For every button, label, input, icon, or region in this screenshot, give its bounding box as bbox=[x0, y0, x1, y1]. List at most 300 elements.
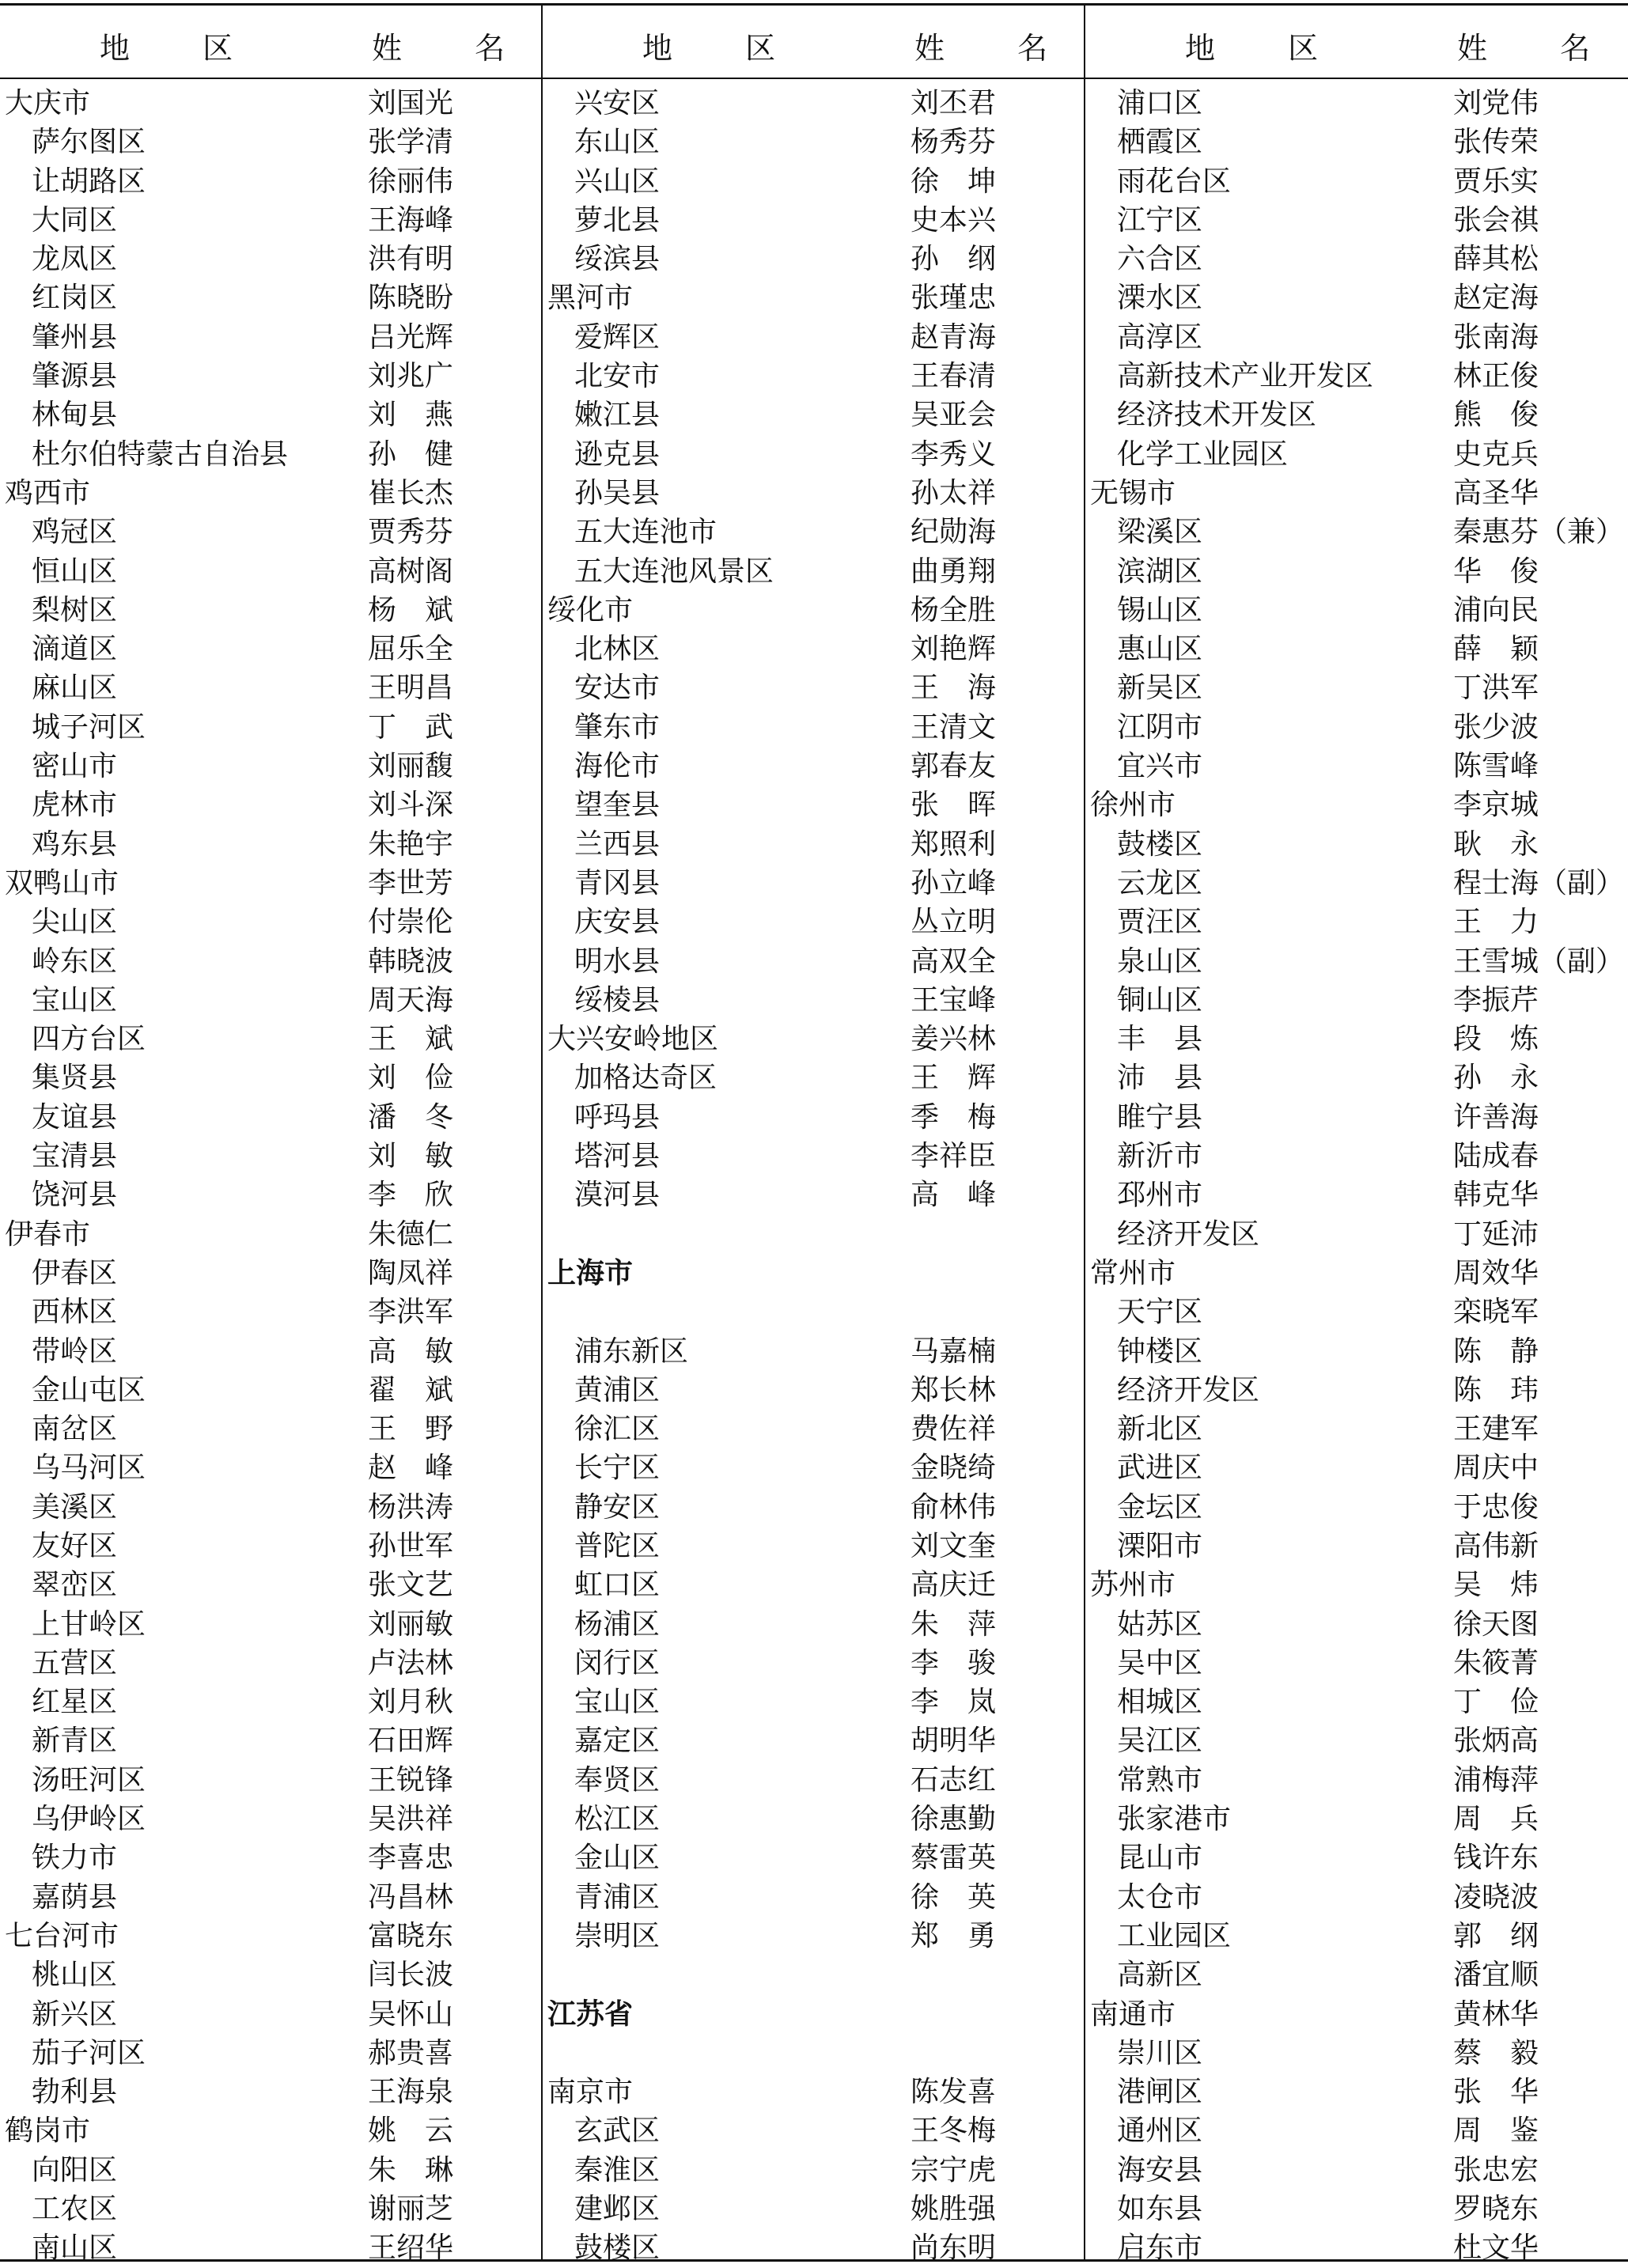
name-cell: 高 敏 bbox=[368, 1335, 454, 1368]
region-cell: 海伦市 bbox=[574, 750, 661, 783]
name-cell: 李喜忠 bbox=[368, 1842, 454, 1875]
region-cell: 如东县 bbox=[1117, 2193, 1203, 2226]
name-cell: 秦惠芬（兼） bbox=[1453, 516, 1625, 549]
district-row bbox=[543, 1644, 1084, 1683]
region-cell: 北林区 bbox=[574, 633, 661, 666]
name-cell: 俞林伟 bbox=[911, 1490, 997, 1524]
city-row bbox=[0, 84, 541, 123]
district-row bbox=[0, 1293, 541, 1331]
name-cell: 张南海 bbox=[1453, 320, 1539, 354]
name-cell: 高伟新 bbox=[1453, 1529, 1539, 1562]
spacer-row bbox=[543, 2034, 1084, 2073]
name-cell: 朱艳宇 bbox=[368, 827, 454, 861]
district-row bbox=[1085, 630, 1626, 668]
name-cell: 段 炼 bbox=[1453, 1023, 1539, 1056]
spacer-row bbox=[543, 1293, 1084, 1331]
district-row bbox=[543, 825, 1084, 864]
district-row bbox=[543, 1527, 1084, 1566]
name-cell: 丁延沛 bbox=[1453, 1217, 1539, 1251]
name-cell: 程士海（副） bbox=[1453, 866, 1625, 899]
name-cell: 徐 坤 bbox=[911, 165, 997, 198]
region-cell: 孙吴县 bbox=[574, 476, 661, 509]
region-cell: 大庆市 bbox=[5, 87, 91, 119]
district-row bbox=[1085, 552, 1626, 591]
district-row bbox=[1085, 1527, 1626, 1566]
region-cell: 金山区 bbox=[574, 1842, 661, 1875]
name-cell: 杜文华 bbox=[1453, 2232, 1539, 2265]
region-cell: 六合区 bbox=[1117, 243, 1203, 276]
district-row bbox=[1085, 1838, 1626, 1877]
province-heading bbox=[543, 1254, 1084, 1293]
region-cell: 恒山区 bbox=[32, 555, 118, 588]
region-cell: 江阴市 bbox=[1117, 710, 1203, 744]
region-cell: 港闸区 bbox=[1117, 2076, 1203, 2109]
region-cell: 化学工业园区 bbox=[1117, 437, 1289, 471]
region-cell: 岭东区 bbox=[32, 945, 118, 978]
name-cell: 凌晓波 bbox=[1453, 1880, 1539, 1914]
city-row bbox=[543, 278, 1084, 317]
district-row bbox=[0, 1254, 541, 1293]
region-cell: 工农区 bbox=[32, 2193, 118, 2226]
region-cell: 邳州市 bbox=[1117, 1179, 1203, 1212]
region-cell: 美溪区 bbox=[32, 1490, 118, 1524]
region-cell: 鸡冠区 bbox=[32, 516, 118, 549]
region-cell: 秦淮区 bbox=[574, 2153, 661, 2187]
region-cell: 玄武区 bbox=[574, 2115, 661, 2148]
region-cell: 金山屯区 bbox=[32, 1373, 146, 1407]
city-row bbox=[543, 591, 1084, 630]
region-cell: 爱辉区 bbox=[574, 320, 661, 354]
name-cell: 蔡雷英 bbox=[911, 1842, 997, 1875]
region-cell: 七台河市 bbox=[5, 1919, 119, 1952]
name-cell: 赵青海 bbox=[911, 320, 997, 354]
city-row bbox=[1085, 474, 1626, 513]
name-cell: 闫长波 bbox=[368, 1959, 454, 1992]
district-row bbox=[1085, 201, 1626, 240]
region-cell: 栖霞区 bbox=[1117, 126, 1203, 159]
region-cell: 南山区 bbox=[32, 2232, 118, 2265]
name-cell: 赵定海 bbox=[1453, 282, 1539, 315]
district-row bbox=[0, 825, 541, 864]
region-cell: 铜山区 bbox=[1117, 983, 1203, 1017]
column-header bbox=[0, 5, 541, 78]
name-cell: 杨全胜 bbox=[911, 593, 997, 627]
district-row bbox=[1085, 1410, 1626, 1448]
district-row bbox=[1085, 278, 1626, 317]
region-cell: 伊春市 bbox=[5, 1217, 91, 1251]
name-cell: 王 斌 bbox=[368, 1023, 454, 1056]
district-row bbox=[1085, 668, 1626, 707]
name-cell: 刘丕君 bbox=[911, 87, 997, 119]
district-row bbox=[543, 1566, 1084, 1604]
name-cell: 潘 冬 bbox=[368, 1100, 454, 1134]
region-cell: 绥滨县 bbox=[574, 243, 661, 276]
name-cell: 高树阁 bbox=[368, 555, 454, 588]
district-row bbox=[543, 1605, 1084, 1644]
name-cell: 费佐祥 bbox=[911, 1413, 997, 1446]
city-row bbox=[1085, 1566, 1626, 1604]
name-cell: 吴洪祥 bbox=[368, 1803, 454, 1836]
region-cell: 上海市 bbox=[547, 1255, 634, 1289]
region-cell: 经济开发区 bbox=[1117, 1373, 1260, 1407]
region-cell: 城子河区 bbox=[32, 710, 146, 744]
name-cell: 韩晓波 bbox=[368, 945, 454, 978]
district-row bbox=[1085, 2111, 1626, 2150]
region-cell: 嫩江县 bbox=[574, 399, 661, 432]
name-cell: 吴怀山 bbox=[368, 1997, 454, 2031]
spacer-row bbox=[543, 1956, 1084, 1994]
name-cell: 郭春友 bbox=[911, 750, 997, 783]
name-cell: 郭 纲 bbox=[1453, 1919, 1539, 1952]
district-row bbox=[0, 201, 541, 240]
name-cell: 杨秀芬 bbox=[911, 126, 997, 159]
region-cell: 五大连池风景区 bbox=[574, 555, 774, 588]
district-row bbox=[1085, 1956, 1626, 1994]
district-row bbox=[543, 1800, 1084, 1838]
region-cell: 宝山区 bbox=[32, 983, 118, 1017]
name-cell: 浦梅萍 bbox=[1453, 1763, 1539, 1797]
region-cell: 安达市 bbox=[574, 672, 661, 705]
name-cell: 谢丽芝 bbox=[368, 2193, 454, 2226]
name-cell: 王 力 bbox=[1453, 906, 1539, 939]
name-cell: 朱 琳 bbox=[368, 2153, 454, 2187]
region-cell: 宝清县 bbox=[32, 1140, 118, 1173]
name-cell: 孙立峰 bbox=[911, 866, 997, 899]
name-cell: 钱许东 bbox=[1453, 1842, 1539, 1875]
name-cell: 李振芹 bbox=[1453, 983, 1539, 1017]
district-row bbox=[0, 1800, 541, 1838]
name-cell: 郝贵喜 bbox=[368, 2036, 454, 2069]
column-3 bbox=[1085, 5, 1626, 2265]
district-row bbox=[0, 1058, 541, 1097]
name-cell: 王绍华 bbox=[368, 2232, 454, 2265]
name-cell: 王海泉 bbox=[368, 2076, 454, 2109]
district-row bbox=[543, 201, 1084, 240]
region-cell: 相城区 bbox=[1117, 1686, 1203, 1719]
region-cell: 无锡市 bbox=[1090, 476, 1176, 509]
district-row bbox=[543, 1058, 1084, 1097]
region-cell: 天宁区 bbox=[1117, 1296, 1203, 1329]
district-row bbox=[0, 2190, 541, 2228]
name-cell: 李京城 bbox=[1453, 789, 1539, 822]
district-row bbox=[543, 1683, 1084, 1721]
region-cell: 萝北县 bbox=[574, 203, 661, 237]
name-cell: 张 华 bbox=[1453, 2076, 1539, 2109]
district-row bbox=[543, 981, 1084, 1020]
name-cell: 朱德仁 bbox=[368, 1217, 454, 1251]
name-cell: 贾秀芬 bbox=[368, 516, 454, 549]
district-row bbox=[1085, 1488, 1626, 1527]
region-cell: 鹤岗市 bbox=[5, 2115, 91, 2148]
district-row bbox=[543, 552, 1084, 591]
name-cell: 王雪城（副） bbox=[1453, 945, 1625, 978]
region-cell: 五大连池市 bbox=[574, 516, 717, 549]
region-cell: 新北区 bbox=[1117, 1413, 1203, 1446]
district-row bbox=[0, 357, 541, 396]
region-cell: 五营区 bbox=[32, 1646, 118, 1679]
district-row bbox=[0, 1448, 541, 1487]
name-cell: 周效华 bbox=[1453, 1256, 1539, 1289]
name-header: 姓 名 bbox=[914, 31, 1080, 66]
name-cell: 张瑾忠 bbox=[911, 282, 997, 315]
name-cell: 刘丽馥 bbox=[368, 750, 454, 783]
region-cell: 溧水区 bbox=[1117, 282, 1203, 315]
region-cell: 饶河县 bbox=[32, 1179, 118, 1212]
name-cell: 王 海 bbox=[911, 672, 997, 705]
district-row bbox=[0, 278, 541, 317]
city-row bbox=[0, 1917, 541, 1956]
name-cell: 崔长杰 bbox=[368, 476, 454, 509]
region-cell: 新沂市 bbox=[1117, 1140, 1203, 1173]
name-cell: 姚胜强 bbox=[911, 2193, 997, 2226]
name-cell: 杨洪涛 bbox=[368, 1490, 454, 1524]
region-cell: 高新技术产业开发区 bbox=[1117, 360, 1374, 393]
name-cell: 张文艺 bbox=[368, 1569, 454, 1602]
region-cell: 吴江区 bbox=[1117, 1725, 1203, 1758]
name-cell: 贾乐实 bbox=[1453, 165, 1539, 198]
column-header bbox=[1085, 5, 1626, 78]
region-cell: 双鸭山市 bbox=[5, 866, 119, 899]
name-cell: 李祥臣 bbox=[911, 1140, 997, 1173]
name-cell: 高双全 bbox=[911, 945, 997, 978]
district-row bbox=[1085, 1098, 1626, 1137]
district-row bbox=[0, 1488, 541, 1527]
district-row bbox=[1085, 591, 1626, 630]
region-cell: 崇明区 bbox=[574, 1919, 661, 1952]
name-cell: 王建军 bbox=[1453, 1413, 1539, 1446]
district-row bbox=[1085, 357, 1626, 396]
district-row bbox=[543, 2228, 1084, 2267]
city-row bbox=[0, 474, 541, 513]
district-row bbox=[1085, 123, 1626, 161]
name-cell: 张会祺 bbox=[1453, 203, 1539, 237]
name-cell: 杨 斌 bbox=[368, 593, 454, 627]
name-cell: 刘 敏 bbox=[368, 1140, 454, 1173]
region-cell: 嘉定区 bbox=[574, 1725, 661, 1758]
name-cell: 黄林华 bbox=[1453, 1997, 1539, 2031]
name-cell: 马嘉楠 bbox=[911, 1335, 997, 1368]
name-cell: 李世芳 bbox=[368, 866, 454, 899]
district-row bbox=[0, 1176, 541, 1214]
region-cell: 海安县 bbox=[1117, 2153, 1203, 2187]
name-cell: 张学清 bbox=[368, 126, 454, 159]
region-cell: 南京市 bbox=[547, 2076, 634, 2109]
name-cell: 金晓绮 bbox=[911, 1452, 997, 1485]
district-row bbox=[1085, 1020, 1626, 1058]
district-row bbox=[1085, 1058, 1626, 1097]
district-row bbox=[543, 1917, 1084, 1956]
region-cell: 张家港市 bbox=[1117, 1803, 1232, 1836]
region-cell: 江苏省 bbox=[547, 1997, 634, 2031]
name-cell: 高 峰 bbox=[911, 1179, 997, 1212]
region-cell: 睢宁县 bbox=[1117, 1100, 1203, 1134]
district-row bbox=[0, 1098, 541, 1137]
region-cell: 红星区 bbox=[32, 1686, 118, 1719]
city-row bbox=[0, 2111, 541, 2150]
district-row bbox=[0, 318, 541, 357]
district-row bbox=[1085, 1215, 1626, 1254]
district-row bbox=[543, 1761, 1084, 1800]
name-cell: 徐天图 bbox=[1453, 1607, 1539, 1641]
district-row bbox=[1085, 708, 1626, 747]
entry-list bbox=[1085, 84, 1626, 2268]
region-cell: 工业园区 bbox=[1117, 1919, 1232, 1952]
region-cell: 云龙区 bbox=[1117, 866, 1203, 899]
region-cell: 金坛区 bbox=[1117, 1490, 1203, 1524]
spacer-row bbox=[543, 1215, 1084, 1254]
district-row bbox=[0, 123, 541, 161]
district-row bbox=[0, 1995, 541, 2034]
region-cell: 武进区 bbox=[1117, 1452, 1203, 1485]
region-cell: 汤旺河区 bbox=[32, 1763, 146, 1797]
district-row bbox=[0, 1527, 541, 1566]
name-header: 姓 名 bbox=[1457, 31, 1622, 66]
region-cell: 滴道区 bbox=[32, 633, 118, 666]
region-cell: 四方台区 bbox=[32, 1023, 146, 1056]
city-row bbox=[543, 2073, 1084, 2111]
region-cell: 兰西县 bbox=[574, 827, 661, 861]
city-row bbox=[0, 1215, 541, 1254]
name-cell: 王海峰 bbox=[368, 203, 454, 237]
name-cell: 李洪军 bbox=[368, 1296, 454, 1329]
district-row bbox=[543, 668, 1084, 707]
region-cell: 梁溪区 bbox=[1117, 516, 1203, 549]
district-row bbox=[0, 1683, 541, 1721]
city-row bbox=[1085, 1254, 1626, 1293]
region-cell: 高淳区 bbox=[1117, 320, 1203, 354]
district-row bbox=[1085, 2151, 1626, 2190]
name-cell: 卢法林 bbox=[368, 1646, 454, 1679]
district-row bbox=[0, 435, 541, 474]
city-row bbox=[1085, 1995, 1626, 2034]
region-cell: 昆山市 bbox=[1117, 1842, 1203, 1875]
name-cell: 蔡 毅 bbox=[1453, 2036, 1539, 2069]
region-cell: 启东市 bbox=[1117, 2232, 1203, 2265]
district-row bbox=[543, 1878, 1084, 1917]
region-cell: 虎林市 bbox=[32, 789, 118, 822]
region-cell: 宜兴市 bbox=[1117, 750, 1203, 783]
region-cell: 姑苏区 bbox=[1117, 1607, 1203, 1641]
name-cell: 孙 纲 bbox=[911, 243, 997, 276]
region-cell: 龙凤区 bbox=[32, 243, 118, 276]
region-cell: 嘉荫县 bbox=[32, 1880, 118, 1914]
name-cell: 姜兴林 bbox=[911, 1023, 997, 1056]
district-row bbox=[1085, 318, 1626, 357]
district-row bbox=[543, 1137, 1084, 1176]
district-row bbox=[543, 1488, 1084, 1527]
region-cell: 乌马河区 bbox=[32, 1452, 146, 1485]
region-cell: 乌伊岭区 bbox=[32, 1803, 146, 1836]
district-row bbox=[543, 1098, 1084, 1137]
district-row bbox=[0, 903, 541, 941]
region-cell: 带岭区 bbox=[32, 1335, 118, 1368]
region-cell: 徐汇区 bbox=[574, 1413, 661, 1446]
name-cell: 刘 燕 bbox=[368, 399, 454, 432]
region-cell: 普陀区 bbox=[574, 1529, 661, 1562]
name-cell: 洪有明 bbox=[368, 243, 454, 276]
name-cell: 纪勋海 bbox=[911, 516, 997, 549]
district-row bbox=[1085, 2034, 1626, 2073]
district-row bbox=[0, 786, 541, 824]
name-cell: 李秀义 bbox=[911, 437, 997, 471]
region-cell: 沛 县 bbox=[1117, 1062, 1203, 1095]
name-cell: 刘艳辉 bbox=[911, 633, 997, 666]
district-row bbox=[0, 1371, 541, 1410]
district-row bbox=[543, 2190, 1084, 2228]
name-cell: 王锐锋 bbox=[368, 1763, 454, 1797]
region-cell: 翠峦区 bbox=[32, 1569, 118, 1602]
region-cell: 惠山区 bbox=[1117, 633, 1203, 666]
district-row bbox=[1085, 1176, 1626, 1214]
name-cell: 徐 英 bbox=[911, 1880, 997, 1914]
name-cell: 陆成春 bbox=[1453, 1140, 1539, 1173]
name-cell: 吴亚会 bbox=[911, 399, 997, 432]
region-cell: 东山区 bbox=[574, 126, 661, 159]
region-cell: 绥化市 bbox=[547, 593, 634, 627]
name-cell: 郑长林 bbox=[911, 1373, 997, 1407]
name-cell: 陈雪峰 bbox=[1453, 750, 1539, 783]
region-cell: 漠河县 bbox=[574, 1179, 661, 1212]
region-cell: 西林区 bbox=[32, 1296, 118, 1329]
district-row bbox=[543, 474, 1084, 513]
name-cell: 徐惠勤 bbox=[911, 1803, 997, 1836]
district-row bbox=[0, 630, 541, 668]
district-row bbox=[0, 1020, 541, 1058]
region-cell: 鸡东县 bbox=[32, 827, 118, 861]
region-cell: 溧阳市 bbox=[1117, 1529, 1203, 1562]
name-cell: 栾晓军 bbox=[1453, 1296, 1539, 1329]
region-header: 地 区 bbox=[642, 31, 808, 66]
name-cell: 陈 静 bbox=[1453, 1335, 1539, 1368]
district-row bbox=[1085, 240, 1626, 278]
district-row bbox=[1085, 1761, 1626, 1800]
name-cell: 刘月秋 bbox=[368, 1686, 454, 1719]
district-row bbox=[1085, 1683, 1626, 1721]
region-cell: 钟楼区 bbox=[1117, 1335, 1203, 1368]
region-cell: 奉贤区 bbox=[574, 1763, 661, 1797]
name-cell: 王清文 bbox=[911, 710, 997, 744]
district-row bbox=[1085, 1448, 1626, 1487]
region-cell: 苏州市 bbox=[1090, 1569, 1176, 1602]
district-row bbox=[543, 1838, 1084, 1877]
name-cell: 孙太祥 bbox=[911, 476, 997, 509]
region-header: 地 区 bbox=[1185, 31, 1350, 66]
region-cell: 鼓楼区 bbox=[1117, 827, 1203, 861]
district-row bbox=[0, 552, 541, 591]
name-cell: 孙世军 bbox=[368, 1529, 454, 1562]
district-row bbox=[1085, 2228, 1626, 2267]
region-cell: 萨尔图区 bbox=[32, 126, 146, 159]
region-cell: 锡山区 bbox=[1117, 593, 1203, 627]
region-cell: 建邺区 bbox=[574, 2193, 661, 2226]
region-cell: 通州区 bbox=[1117, 2115, 1203, 2148]
district-row bbox=[1085, 84, 1626, 123]
name-cell: 刘 俭 bbox=[368, 1062, 454, 1095]
region-cell: 黑河市 bbox=[547, 282, 634, 315]
name-cell: 刘斗深 bbox=[368, 789, 454, 822]
district-row bbox=[543, 240, 1084, 278]
district-row bbox=[543, 1371, 1084, 1410]
name-cell: 潘宜顺 bbox=[1453, 1959, 1539, 1992]
region-cell: 兴安区 bbox=[574, 87, 661, 119]
name-cell: 季 梅 bbox=[911, 1100, 997, 1134]
district-row bbox=[1085, 162, 1626, 201]
district-row bbox=[1085, 1800, 1626, 1838]
name-cell: 朱筱菁 bbox=[1453, 1646, 1539, 1679]
region-cell: 逊克县 bbox=[574, 437, 661, 471]
region-cell: 向阳区 bbox=[32, 2153, 118, 2187]
region-cell: 青冈县 bbox=[574, 866, 661, 899]
